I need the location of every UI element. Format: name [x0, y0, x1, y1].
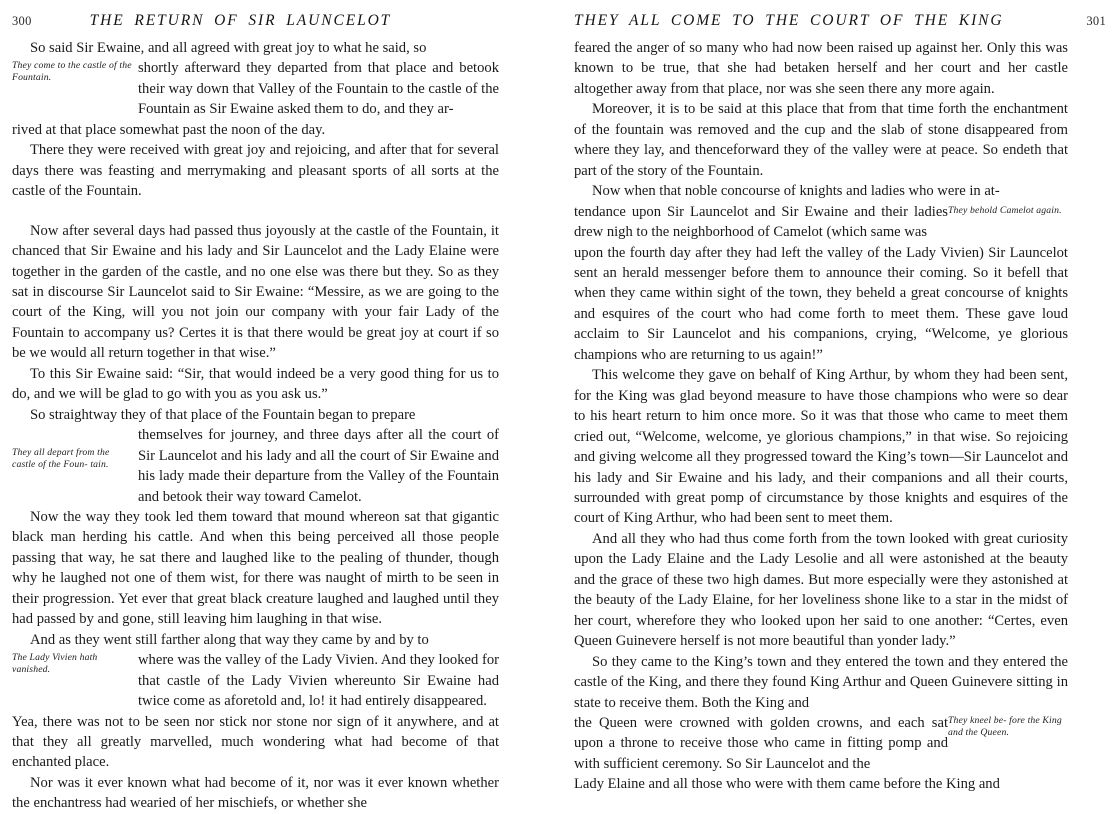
left-page: [0, 0, 558, 812]
noted-block: [12, 650, 499, 711]
paragraph: And as they went still farther along that way they came by and by to: [30, 631, 429, 648]
right-running-head: [574, 12, 1106, 38]
paragraph: This welcome they gave on behalf of King Arthur, by whom they had been sent, for the King was glad beyond measure to have those champions who were so dear to his heart return to him once more. So it was that those who came to meet them cried out, “Welcome, welcome, ye glorious champions,” in that wise. So rejoicing and giving welcome all they progressed toward the King’s town—Sir Launcelot and his lady and Sir Ewaine and his lady, and their companions and all their courts, surrounded with great pomp of circumstance by those knights and esquires of the court of King Arthur, who had been sent to meet them.: [574, 367, 1068, 527]
paragraph: Yea, there was not to be seen nor stick nor stone nor sign of it anywhere, and at that they all greatly marvelled, much wondering what had become of that enchanted place.: [12, 713, 499, 771]
paragraph: And all they who had thus come forth from the town looked with great curiosity upon the Lady Elaine and the Lady Lesolie and all were astonished at the beauty and the grace of these two high dames. But more especially were they astonished at the beauty of the Lady Elaine, for her loveliness shone like to a star in the midst of her court, wherefore they who looked upon her said to one another: “Certes, even Queen Guinevere herself is not more beautiful than yonder lady.”: [574, 530, 1068, 650]
paragraph: the Queen were crowned with golden crowns, and each sat upon a throne to receive those who came in fitting pomp and with sufficient ceremony. So Sir Launcelot and the: [574, 714, 948, 772]
right-folio: 301: [1086, 14, 1106, 28]
paragraph: rived at that place somewhat past the noon of the day.: [12, 121, 326, 138]
paragraph: Nor was it ever known what had become of it, nor was it ever known whether the enchantress had wearied of her mischiefs, or whether she: [12, 774, 499, 812]
side-note: They behold Camelot again.: [948, 204, 1062, 216]
left-text-column: [12, 38, 499, 814]
paragraph: To this Sir Ewaine said: “Sir, that would indeed be a very good thing for us to do, and we will be glad to go with you as you ask us.”: [12, 365, 499, 403]
left-running-title: THE RETURN OF SIR LAUNCELOT: [89, 12, 392, 29]
paragraph: So they came to the King’s town and they entered the town and they entered the castle of the King, and there they found King Arthur and Queen Guinevere sitting in state to receive them. Both the King and: [574, 653, 1068, 711]
noted-block: [12, 58, 499, 119]
paragraph: Now the way they took led them toward that mound whereon sat that gigantic black man herding his cattle. And when this being perceived all those people passing that way, he sat there and laughed like to the pealing of thunder, though why he laughed not one of them wist, for there was naught of mirth to be seen in their progression. Yet ever that great black creature laughed and laughed until they had passed by and gone, still leaving him laughing in that wise.: [12, 508, 499, 628]
paragraph: tendance upon Sir Launcelot and Sir Ewaine and their ladies drew nigh to the neighborhood of Camelot (which same was: [574, 203, 948, 241]
side-note: They come to the castle of the Fountain.: [12, 60, 132, 84]
side-note: They all depart from the castle of the Foun- tain.: [12, 447, 110, 470]
paragraph: shortly afterward they departed from that place and betook their way down that Valley of the Fountain to the castle of the Fountain as Sir Ewaine asked them to do, and they ar-: [138, 60, 499, 118]
side-note: The Lady Vivien hath vanished.: [12, 652, 98, 675]
paragraph: upon the fourth day after they had left the valley of the Lady Vivien) Sir Launcelot sent an herald messenger before them to announce their coming. So it befell that when they came within sight of the town, they beheld a great concourse of knights and esquires of the court who had come forth to meet them. These gave loud acclaim to Sir Launcelot and his companions, crying, “Welcome, ye glorious champions who are returning to us again!”: [574, 244, 1068, 363]
right-page: [558, 0, 1116, 793]
paragraph: So straightway they of that place of the Fountain began to prepare: [30, 406, 416, 423]
noted-block: [574, 713, 1068, 774]
right-text-column: [574, 38, 1068, 795]
paragraph: So said Sir Ewaine, and all agreed with great joy to what he said, so: [30, 40, 427, 56]
noted-block: [574, 202, 1068, 243]
side-note: They kneel be- fore the King and the Queen.: [948, 714, 1062, 738]
paragraph: Lady Elaine and all those who were with them came before the King and: [574, 776, 1000, 793]
paragraph: There they were received with great joy and rejoicing, and after that for several days there was feasting and merrymaking and pleasant sports of all sorts at the castle of the Fountain.: [12, 142, 499, 200]
right-running-title: THEY ALL COME TO THE COURT OF THE KING: [574, 12, 1004, 29]
left-folio: 300: [12, 14, 32, 28]
paragraph: feared the anger of so many who had now been raised up against her. Only this was known to be true, that she had betaken herself and her court and her castle altogether away from that place, nor was she seen there any more again.: [574, 40, 1068, 97]
paragraph: where was the valley of the Lady Vivien. And they looked for that castle of the Lady Vivien whereunto Sir Ewaine had twice come as aforetold and, lo! it had entirely disappeared.: [138, 652, 499, 710]
paragraph: themselves for journey, and three days after all the court of Sir Launcelot and his lady and all the court of Sir Ewaine and his lady made their departure from the Valley of the Fountain and betook their way toward Camelot.: [138, 427, 499, 505]
noted-block: [12, 425, 499, 507]
paragraph: Now when that noble concourse of knights and ladies who were in at-: [592, 183, 1000, 200]
paragraph: Moreover, it is to be said at this place that from that time forth the enchantment of the fountain was removed and the cup and the slab of stone disappeared from where they lay, and thenceforward they of the valley were at peace. So endeth that part of the story of the Fountain.: [574, 101, 1068, 179]
paragraph: Now after several days had passed thus joyously at the castle of the Fountain, it chanced that Sir Ewaine and his lady and Sir Launcelot and the Lady Elaine were together in the garden of the castle, and no one else was there but they. So as they sat in discourse Sir Launcelot said to Sir Ewaine: “Messire, as we are going to the court of the King, will you not join our company with your fair Lady of the Fountain to accompany us? Certes it is that there would be great joy at court if so be we would all return together in that wise.”: [12, 222, 499, 362]
left-running-head: [12, 12, 548, 38]
